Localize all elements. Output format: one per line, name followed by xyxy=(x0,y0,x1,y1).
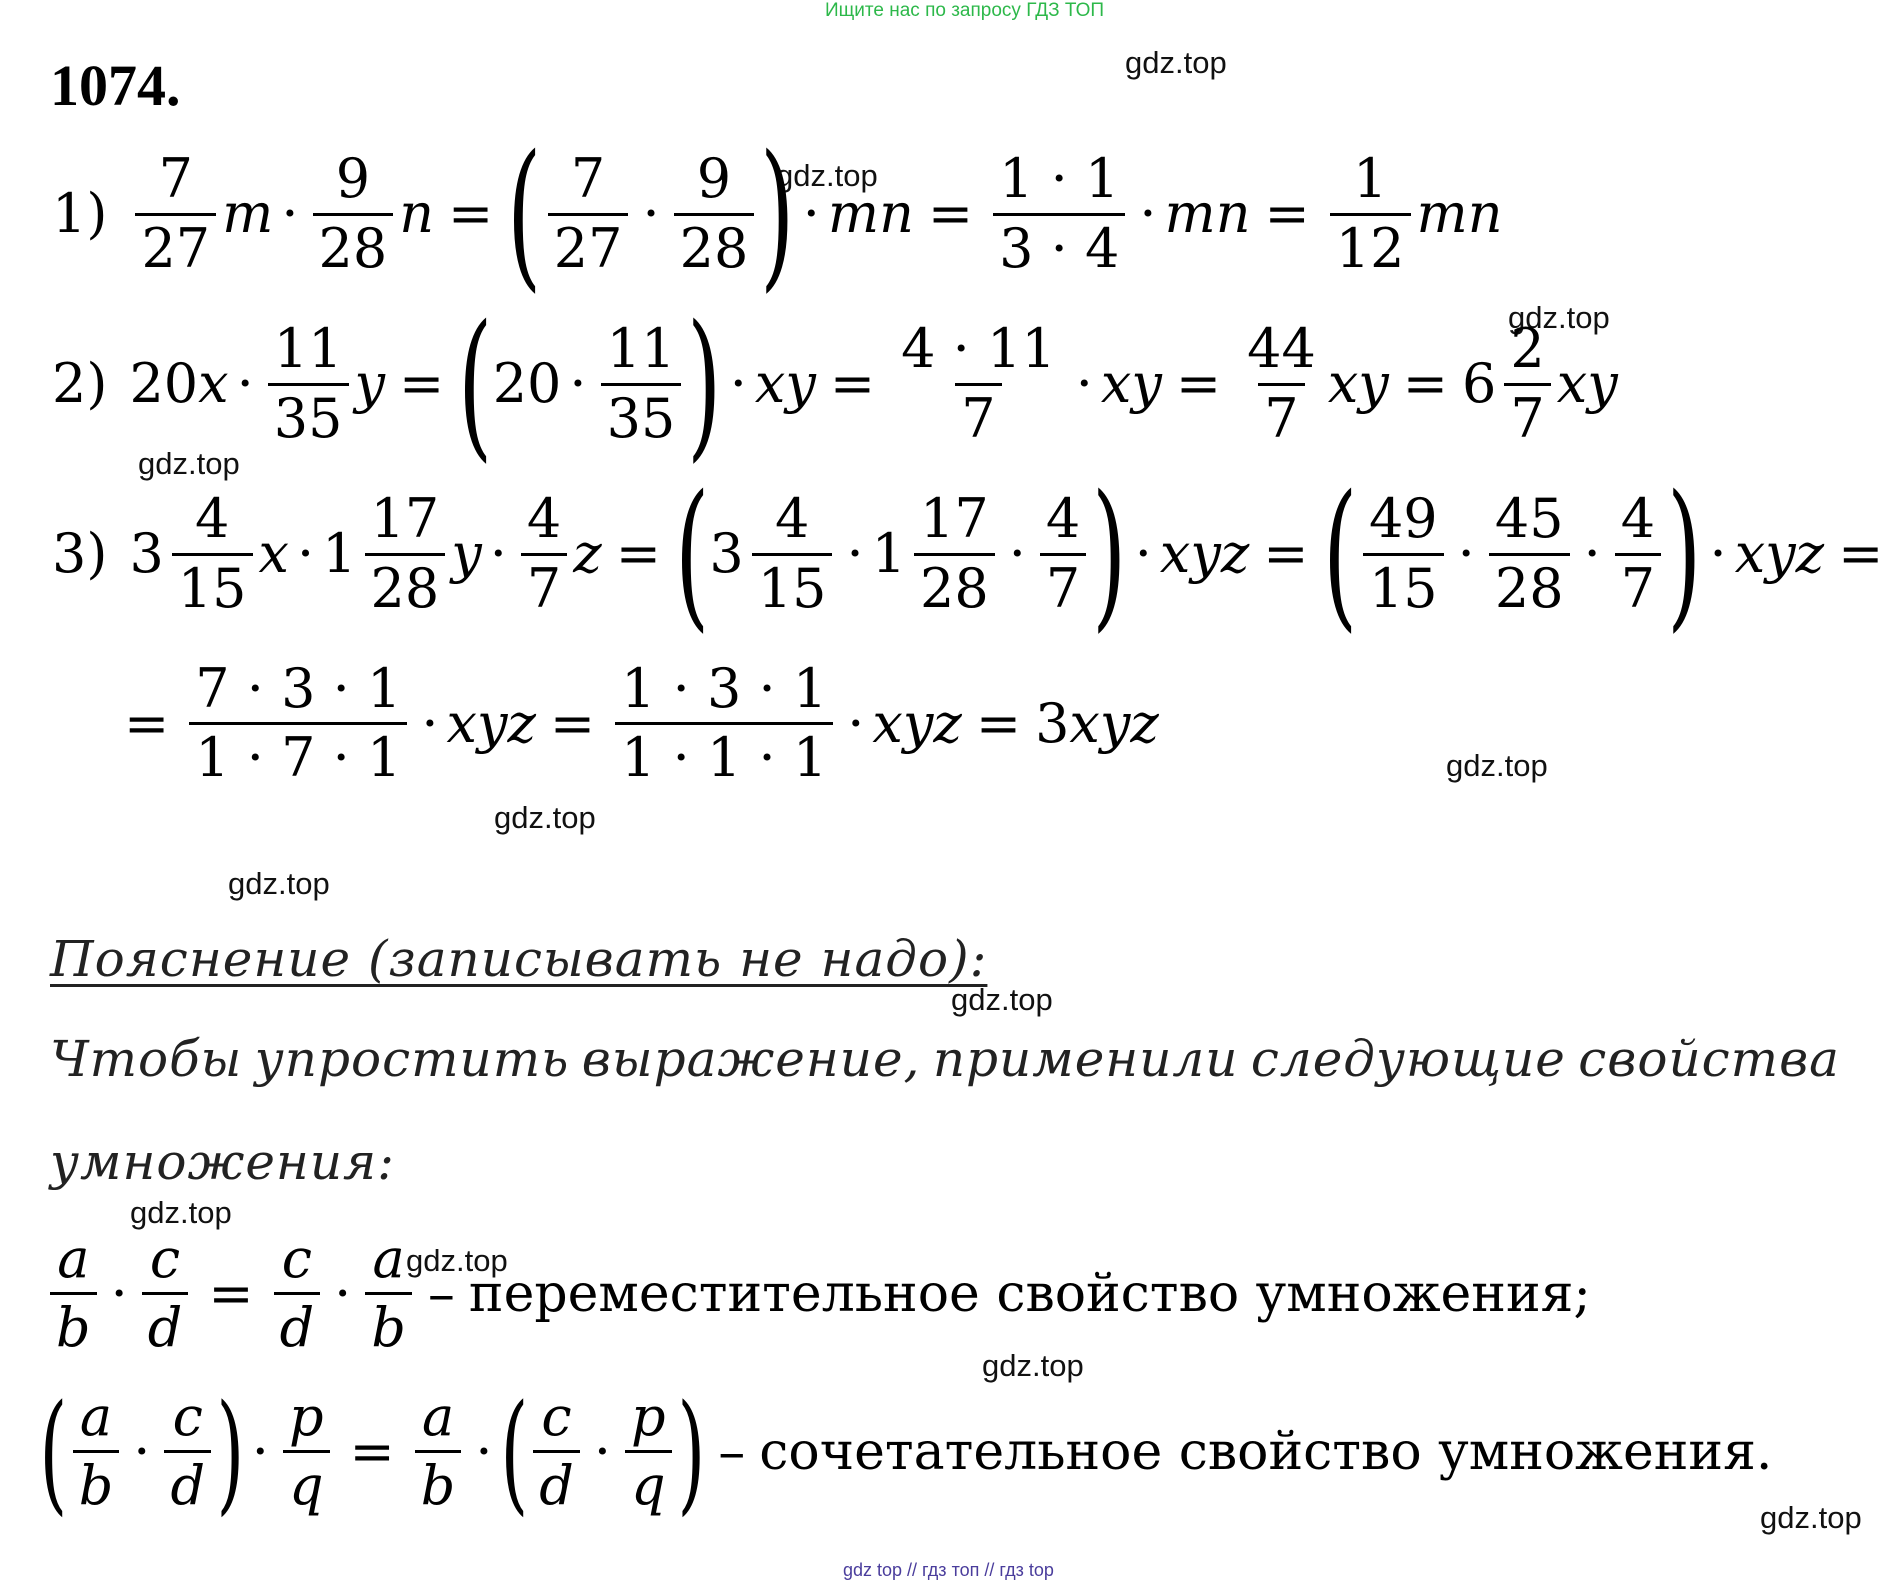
fraction: $\frac{9}{28}$ xyxy=(313,150,394,278)
fraction: $\frac{2}{7}$ xyxy=(1504,320,1550,448)
fraction: $\frac{45}{28}$ xyxy=(1489,490,1570,618)
watermark: gdz.top xyxy=(1446,748,1548,783)
item-label: 2) xyxy=(52,352,108,415)
watermark: gdz.top xyxy=(130,1195,232,1230)
fraction: $\frac{11}{35}$ xyxy=(601,320,682,448)
fraction: $\frac{p}{q}$ xyxy=(283,1388,330,1516)
equation-3-continued: = $\frac{7 \cdot 3 \cdot 1}{1 \cdot 7 \cdot 1}$ · xyz = $\frac{1 \cdot 3 \cdot 1}{1 \cdot 1 \cdot 1}$ · xyz = 3 xyz xyxy=(124,657,1159,790)
fraction: $\frac{c}{d}$ xyxy=(533,1388,580,1516)
top-promo-note: Ищите нас по запросу ГДЗ ТОП xyxy=(825,0,1105,21)
associative-property: ( $\frac{a}{b}$ · $\frac{c}{d}$ ) · $\frac{p}{q}$ = $\frac{a}{b}$ · ( $\frac{c}{d}$ · $\frac{p}{q}$ ) – сочетательное свойство умножения. xyxy=(39,1375,1773,1528)
fraction: $\frac{49}{15}$ xyxy=(1363,490,1444,618)
fraction: $\frac{p}{q}$ xyxy=(625,1388,672,1516)
associative-description: сочетательное свойство умножения. xyxy=(759,1421,1773,1482)
item-label: 3) xyxy=(52,522,108,585)
fraction: $\frac{1 \cdot 3 \cdot 1}{1 \cdot 1 \cdot 1}$ xyxy=(615,660,833,788)
fraction: $\frac{44}{7}$ xyxy=(1247,317,1316,450)
fraction: $\frac{4 \cdot 11}{7}$ xyxy=(901,317,1056,450)
watermark: gdz.top xyxy=(982,1348,1084,1383)
bottom-promo-note: gdz top // гдз топ // гдз top xyxy=(843,1560,1054,1580)
explanation-word: выражение, xyxy=(581,1030,921,1088)
commutative-property: $\frac{a}{b}$ · $\frac{c}{d}$ = $\frac{c}{d}$ · $\frac{a}{b}$ – переместительное свойство умножения; xyxy=(44,1230,1591,1358)
fraction: $\frac{7 \cdot 3 \cdot 1}{1 \cdot 7 \cdot 1}$ xyxy=(189,660,407,788)
item-label: 1) xyxy=(52,182,108,245)
fraction: $\frac{a}{b}$ xyxy=(415,1388,462,1516)
explanation-line-2: умножения: xyxy=(50,1133,396,1191)
fraction: $\frac{7}{27}$ xyxy=(135,150,216,278)
explanation-line-1 xyxy=(50,1030,1840,1088)
fraction: $\frac{7}{27}$ xyxy=(548,150,629,278)
fraction: $\frac{4}{15}$ xyxy=(752,490,833,618)
watermark: gdz.top xyxy=(951,982,1053,1017)
explanation-heading: Пояснение (записывать не надо): xyxy=(50,930,988,988)
fraction: $\frac{9}{28}$ xyxy=(674,150,755,278)
explanation-word: применили xyxy=(932,1030,1239,1088)
watermark: gdz.top xyxy=(1125,45,1227,80)
fraction: $\frac{c}{d}$ xyxy=(274,1230,321,1358)
explanation-word: упростить xyxy=(254,1030,570,1088)
fraction: $\frac{a}{b}$ xyxy=(73,1388,120,1516)
commutative-description: переместительное свойство умножения; xyxy=(468,1263,1591,1324)
equation-1: 1) $\frac{7}{27}$ m · $\frac{9}{28}$ n = ( $\frac{7}{27}$ · $\frac{9}{28}$ ) · mn = $\frac{1 \cdot 1}{3 \cdot 4}$ · mn = $\frac{1}{12}$ mn xyxy=(52,120,1503,307)
fraction: $\frac{4}{7}$ xyxy=(1615,490,1661,618)
fraction: $\frac{4}{15}$ xyxy=(172,490,253,618)
watermark: gdz.top xyxy=(406,1243,508,1278)
equation-3: 3) 3 $\frac{4}{15}$ x · 1 $\frac{17}{28}$ y · $\frac{4}{7}$ z = ( 3 $\frac{4}{15}$ · 1 $\frac{17}{28}$ · $\frac{4}{7}$ ) · xyz = ( $\frac{49}{15}$ · $\frac{45}{28}$ · $\frac{4}{7}$ ) · xyz = xyxy=(52,460,1884,647)
explanation-word: Чтобы xyxy=(50,1030,243,1088)
explanation-word: свойства xyxy=(1578,1030,1840,1088)
watermark: gdz.top xyxy=(1760,1500,1862,1535)
fraction: $\frac{17}{28}$ xyxy=(365,490,446,618)
fraction: $\frac{a}{b}$ xyxy=(365,1230,412,1358)
fraction: $\frac{1 \cdot 1}{3 \cdot 4}$ xyxy=(993,150,1125,278)
fraction: $\frac{c}{d}$ xyxy=(142,1230,189,1358)
watermark: gdz.top xyxy=(776,158,878,193)
fraction: $\frac{a}{b}$ xyxy=(50,1230,97,1358)
watermark: gdz.top xyxy=(494,800,596,835)
equation-2: 2) 20 x · $\frac{11}{35}$ y = ( 20 · $\frac{11}{35}$ ) · xy = $\frac{4 \cdot 11}{7}$ · xy = $\frac{44}{7}$ xy = 6 $\frac{2}{7}$ xy xyxy=(52,290,1618,477)
fraction: $\frac{1}{12}$ xyxy=(1330,150,1411,278)
watermark: gdz.top xyxy=(228,866,330,901)
fraction: $\frac{17}{28}$ xyxy=(914,490,995,618)
problem-number: 1074. xyxy=(50,53,181,118)
explanation-word: следующие xyxy=(1250,1030,1566,1088)
watermark: gdz.top xyxy=(138,446,240,481)
fraction: $\frac{4}{7}$ xyxy=(521,490,567,618)
fraction: $\frac{c}{d}$ xyxy=(164,1388,211,1516)
fraction: $\frac{11}{35}$ xyxy=(268,320,349,448)
watermark: gdz.top xyxy=(1508,300,1610,335)
fraction: $\frac{4}{7}$ xyxy=(1040,490,1086,618)
